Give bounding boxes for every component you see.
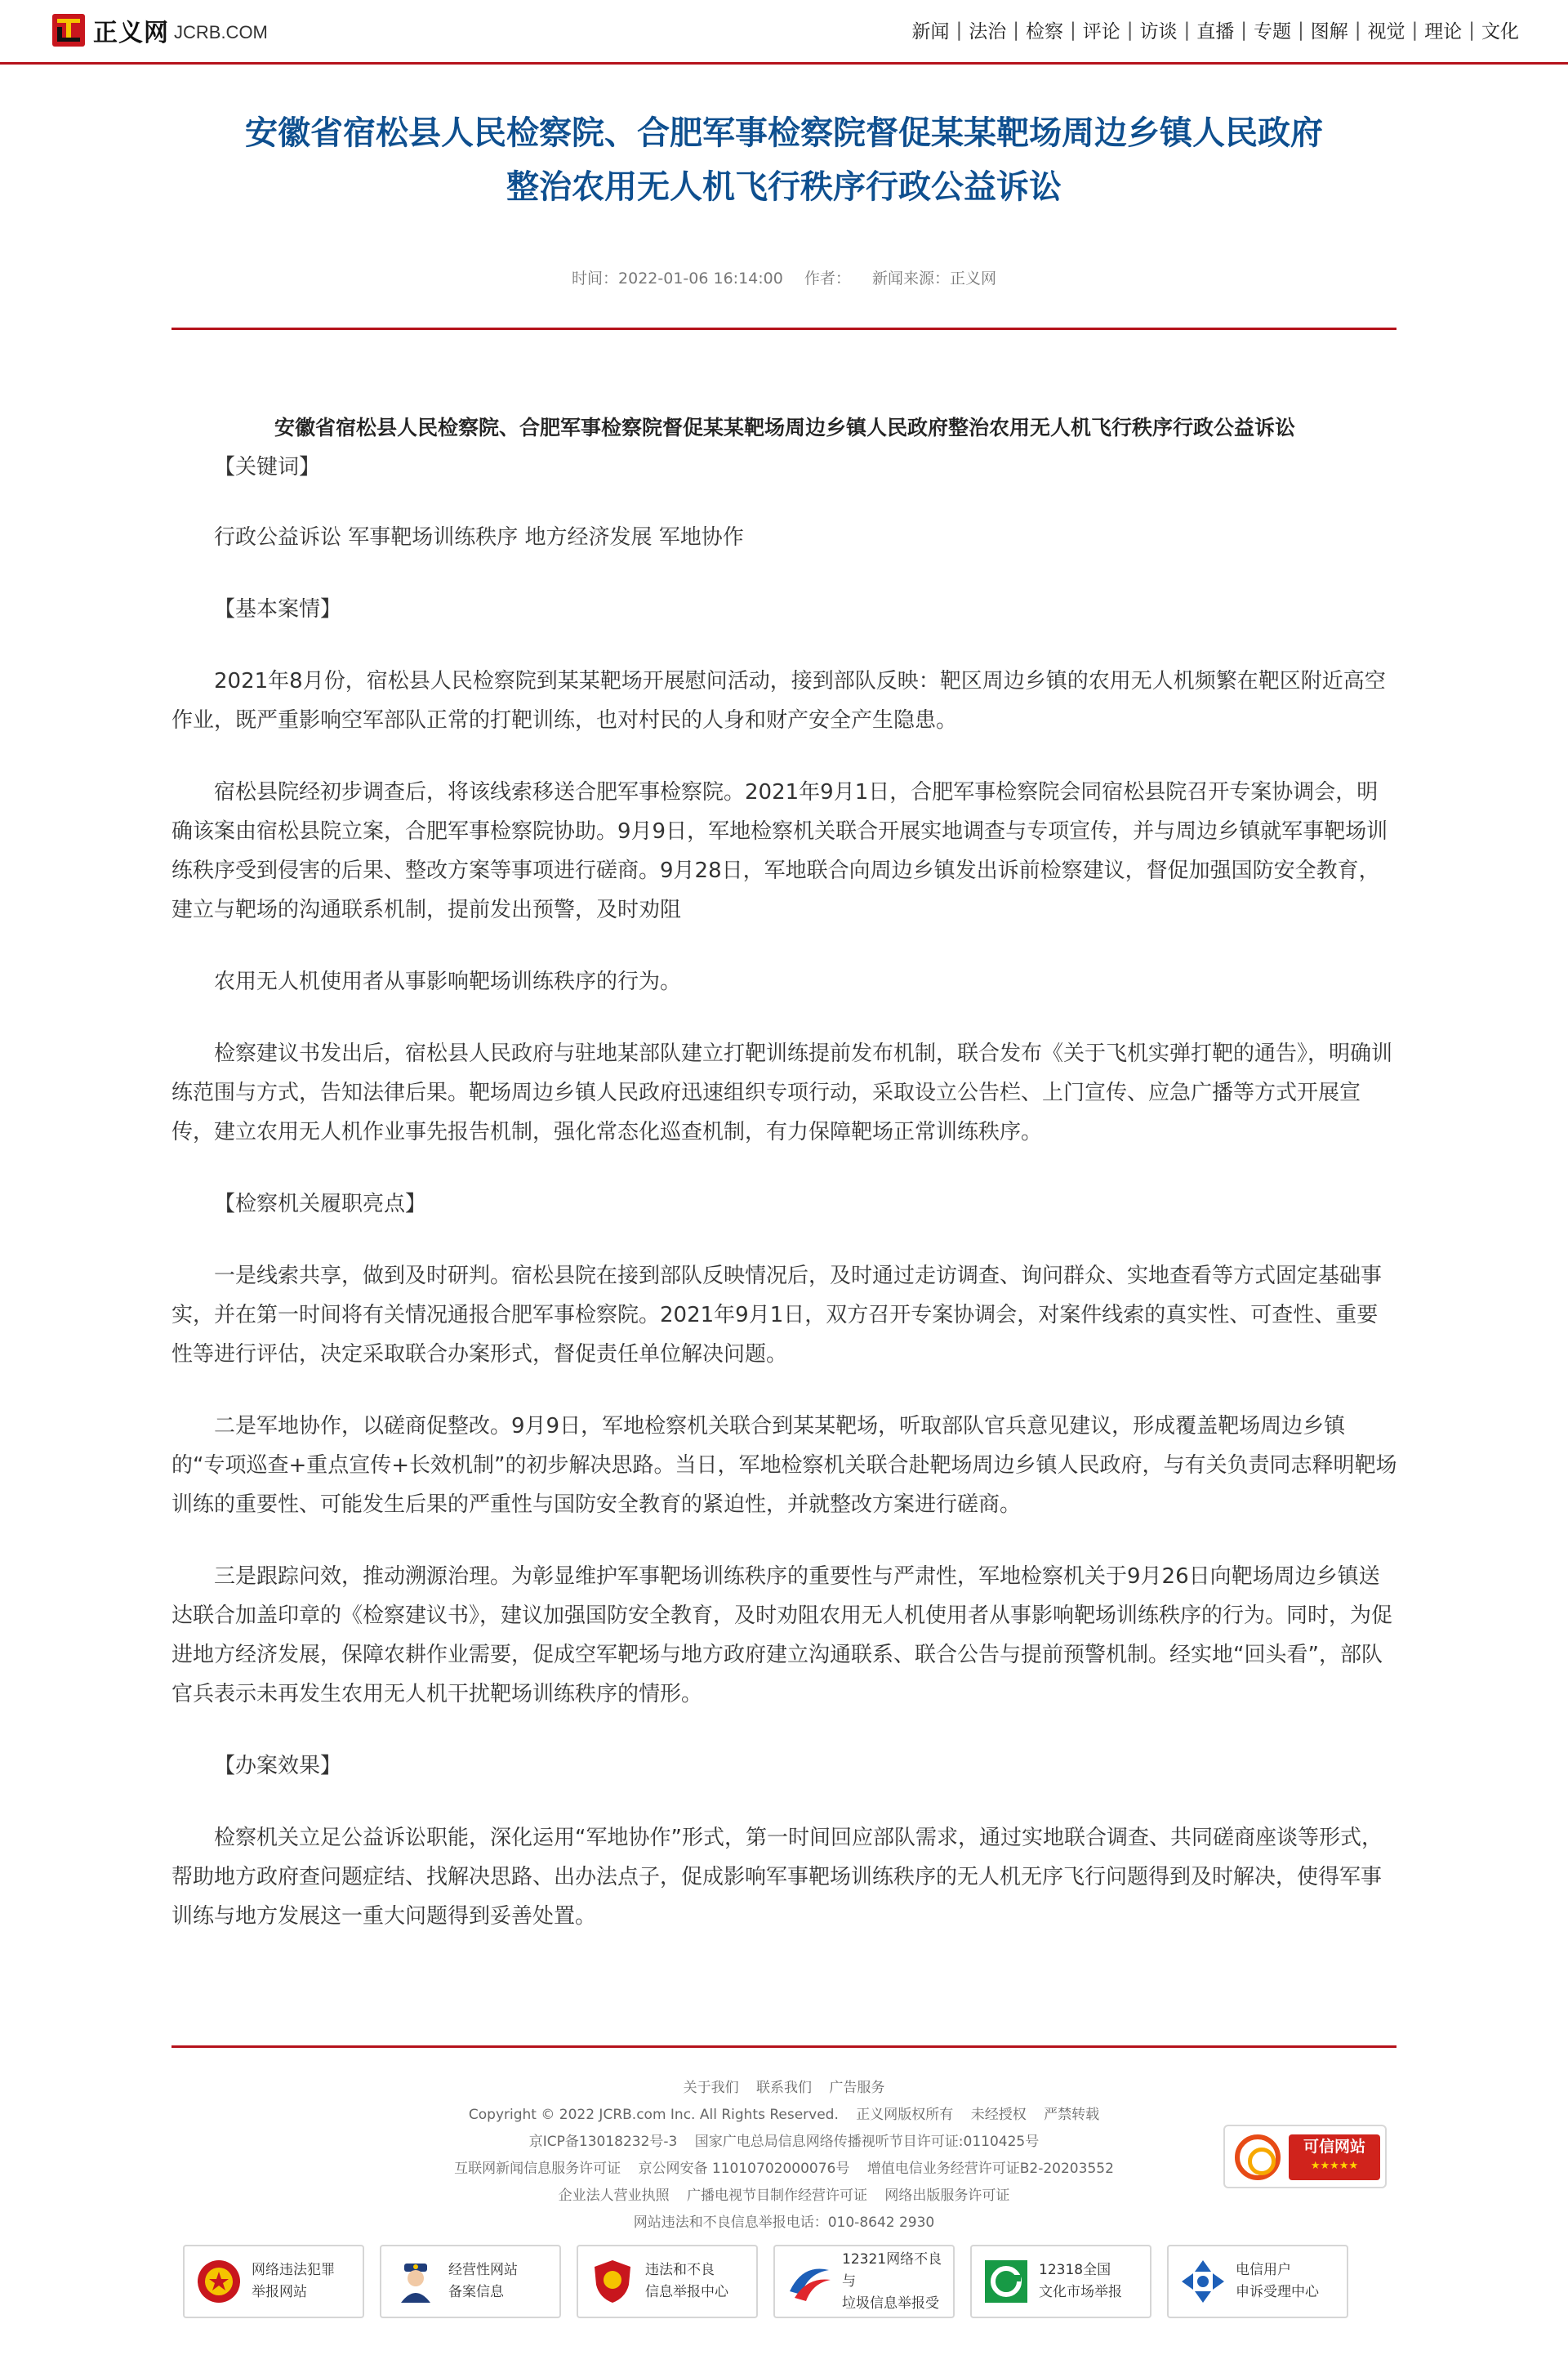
badge-line2: 文化市场举报	[1039, 2284, 1122, 2300]
article-title	[131, 106, 1437, 214]
logo-name: 正义网	[93, 19, 169, 47]
section-heading-keywords: 【关键词】	[214, 455, 321, 479]
meta-source: 新闻来源：正义网	[871, 270, 996, 288]
body-paragraph: 二是军地协作，以磋商促整改。9月9日，军地检察机关联合到某某靶场，听取部队官兵意见建议，形成覆盖靶场周边乡镇的“专项巡查+重点宣传+长效机制”的初步解决思路。当日，军地检察机关联合赴靶场周边乡镇人民政府，与有关负责同志释明靶场训练的重要性、可能发生后果的严重性与国防安全教育的紧迫性，并就整改方案进行磋商。	[172, 1414, 1397, 1517]
badge-line1: 12318全国	[1039, 2262, 1111, 2278]
nav-divider: |	[1013, 19, 1019, 41]
nav-item-theory[interactable]: 理论	[1424, 21, 1463, 42]
nav-item-interview[interactable]: 访谈	[1139, 21, 1178, 42]
news-license[interactable]: 互联网新闻信息服务许可证	[454, 2161, 621, 2177]
nav-item-visual[interactable]: 视觉	[1367, 21, 1405, 42]
nav-item-infographics[interactable]: 图解	[1310, 21, 1348, 42]
badge-line1: 12321网络不良与	[842, 2250, 942, 2290]
trusted-site-badge[interactable]	[1223, 2125, 1387, 2188]
footer-badges	[183, 2245, 1392, 2318]
badge-telecom-complaint[interactable]	[1167, 2245, 1348, 2318]
nav-item-live[interactable]: 直播	[1196, 21, 1235, 42]
icp-license[interactable]: 京ICP备13018232号-3	[528, 2134, 678, 2150]
body-paragraph: 2021年8月份，宿松县人民检察院到某某靶场开展慰问活动，接到部队反映：靶区周边乡镇的农用无人机频繁在靶区附近高空作业，既严重影响空军部队正常的打靶训练，也对村民的人身和财产安全产生隐患。	[172, 669, 1386, 733]
badge-line1: 网络违法犯罪	[252, 2262, 335, 2278]
section-heading-effect: 【办案效果】	[214, 1754, 342, 1778]
body-paragraph: 检察机关立足公益诉讼职能，深化运用“军地协作”形式，第一时间回应部队需求，通过实地联合调查、共同磋商座谈等形式，帮助地方政府查问题症结、找解决思路、出办法点子，促成影响军事靶场训练秩序的无人机无序飞行问题得到及时解决，使得军事训练与地方发展这一重大问题得到妥善处置。	[172, 1826, 1383, 1929]
badge-line2: 垃圾信息举报受	[842, 2295, 939, 2312]
police-officer-icon	[390, 2255, 442, 2308]
trusted-site-icon	[1235, 2134, 1281, 2180]
logo-mark-icon	[51, 12, 87, 48]
site-header	[0, 0, 1568, 64]
nav-divider: |	[956, 19, 963, 41]
body-paragraph: 一是线索共享，做到及时研判。宿松县院在接到部队反映情况后，及时通过走访调查、询问群众、实地查看等方式固定基础事实，并在第一时间将有关情况通报合肥军事检察院。2021年9月1日，双方召开专案协调会，对案件线索的真实性、可查性、重要性等进行评估，决定采取联合办案形式，督促责任单位解决问题。	[172, 1264, 1383, 1367]
shield-emblem-icon	[586, 2255, 639, 2308]
badge-line1: 电信用户	[1236, 2262, 1291, 2278]
footer-link-ads[interactable]: 广告服务	[829, 2080, 885, 2096]
footer-link-about[interactable]: 关于我们	[683, 2080, 739, 2096]
badge-illegal-info-report[interactable]	[577, 2245, 758, 2318]
nav-item-topics[interactable]: 专题	[1254, 21, 1291, 42]
police-emblem-icon	[193, 2255, 245, 2308]
footer-report-phone: 网站违法和不良信息举报电话：010-8642 2930	[633, 2215, 935, 2231]
article-title-line2: 整治农用无人机飞行秩序行政公益诉讼	[506, 168, 1062, 206]
nav-divider: |	[1241, 19, 1247, 41]
nav-divider: |	[1298, 19, 1304, 41]
copyright-owner: 正义网版权所有	[856, 2107, 954, 2123]
badge-cybercrime-report[interactable]	[183, 2245, 364, 2318]
article-meta	[0, 266, 1568, 288]
section-heading-basic-facts: 【基本案情】	[214, 597, 342, 622]
nav-divider: |	[1126, 19, 1134, 41]
badge-12318-culture-report[interactable]	[970, 2245, 1152, 2318]
section-heading-highlights: 【检察机关履职亮点】	[214, 1192, 427, 1216]
badge-line2: 备案信息	[448, 2284, 504, 2300]
av-license[interactable]: 国家广电总局信息网络传播视听节目许可证:0110425号	[694, 2134, 1040, 2150]
body-paragraph: 三是跟踪问效，推动溯源治理。为彰显维护军事靶场训练秩序的重要性与严肃性，军地检察机关于9月26日向靶场周边乡镇送达联合加盖印章的《检察建议书》，建议加强国防安全教育，及时劝阻农用无人机使用者从事影响靶场训练秩序的行为。同时，为促进地方经济发展，保障农耕作业需要，促成空军靶场与地方政府建立沟通联系、联合公告与提前预警机制。经实地“回头看”，部队官兵表示未再发生农用无人机干扰靶场训练秩序的情形。	[172, 1564, 1393, 1706]
main-nav	[912, 16, 1520, 43]
footer-divider	[172, 2045, 1396, 2048]
copyright-text: Copyright © 2022 JCRB.com Inc. All Rights Reserved.	[468, 2107, 839, 2123]
meta-author: 作者：	[804, 270, 851, 288]
body-paragraph: 宿松县院经初步调查后，将该线索移送合肥军事检察院。2021年9月1日，合肥军事检察院会同宿松县院召开专案协调会，明确该案由宿松县院立案，合肥军事检察院协助。9月9日，军地检察机关联合开展实地调查与专项宣传，并与周边乡镇就军事靶场训练秩序受到侵害的后果、整改方案等事项进行磋商。9月28日，军地联合向周边乡镇发出诉前检察建议，督促加强国防安全教育，建立与靶场的沟通联系机制，提前发出预警，及时劝阻	[172, 780, 1388, 922]
badge-12321-report[interactable]	[773, 2245, 955, 2318]
article-body	[172, 408, 1398, 1969]
meta-time: 时间：2022-01-06 16:14:00	[572, 270, 783, 288]
site-logo[interactable]	[51, 11, 268, 49]
trusted-site-stars: ★★★★★	[1310, 2160, 1359, 2172]
copyright-no-reprint: 严禁转载	[1044, 2107, 1100, 2123]
badge-line1: 经营性网站	[448, 2262, 518, 2278]
header-divider	[0, 62, 1568, 65]
broadcast-license[interactable]: 广播电视节目制作经营许可证	[687, 2188, 867, 2204]
keywords-text: 行政公益诉讼 军事靶场训练秩序 地方经济发展 军地协作	[214, 525, 744, 550]
copyright-unauthorized: 未经授权	[970, 2107, 1027, 2123]
publishing-license[interactable]: 网络出版服务许可证	[884, 2188, 1010, 2204]
body-paragraph: 检察建议书发出后，宿松县人民政府与驻地某部队建立打靶训练提前发布机制，联合发布《关于飞机实弹打靶的通告》，明确训练范围与方式，告知法律后果。靶场周边乡镇人民政府迅速组织专项行动，采取设立公告栏、上门宣传、应急广播等方式开展宣传，建立农用无人机作业事先报告机制，强化常态化巡查机制，有力保障靶场正常训练秩序。	[172, 1041, 1393, 1144]
badge-line1: 违法和不良	[645, 2262, 715, 2278]
public-security-record[interactable]: 京公网安备 11010702000076号	[638, 2161, 850, 2177]
nav-item-procuratorate[interactable]: 检察	[1026, 21, 1063, 42]
business-license[interactable]: 企业法人营业执照	[558, 2188, 670, 2204]
nav-divider: |	[1468, 19, 1475, 41]
telecom-arrows-icon	[1177, 2255, 1229, 2308]
logo-url: JCRB.COM	[174, 22, 268, 42]
nav-item-culture[interactable]: 文化	[1481, 21, 1519, 42]
badge-line2: 信息举报中心	[645, 2284, 728, 2300]
culture-market-icon	[980, 2255, 1032, 2308]
title-divider	[172, 328, 1396, 330]
footer-link-contact[interactable]: 联系我们	[756, 2080, 812, 2096]
article-title-line1: 安徽省宿松县人民检察院、合肥军事检察院督促某某靶场周边乡镇人民政府	[245, 114, 1323, 152]
badge-line2: 举报网站	[252, 2284, 307, 2300]
article-sub-title: 安徽省宿松县人民检察院、合肥军事检察院督促某某靶场周边乡镇人民政府整治农用无人机飞行秩序行政公益诉讼	[274, 416, 1295, 439]
nav-item-law[interactable]: 法治	[969, 21, 1007, 42]
nav-item-commentary[interactable]: 评论	[1082, 21, 1120, 42]
wave-logo-icon	[783, 2255, 835, 2308]
telecom-license[interactable]: 增值电信业务经营许可证B2-20203552	[866, 2161, 1114, 2177]
body-paragraph: 农用无人机使用者从事影响靶场训练秩序的行为。	[214, 970, 682, 994]
footer-links	[0, 2075, 1568, 2102]
badge-line2: 申诉受理中心	[1236, 2284, 1319, 2300]
nav-divider: |	[1354, 19, 1361, 41]
trusted-site-label	[1289, 2134, 1380, 2180]
badge-business-site-record[interactable]	[380, 2245, 561, 2318]
nav-divider: |	[1070, 19, 1076, 41]
nav-divider: |	[1183, 19, 1191, 41]
trusted-site-text: 可信网站	[1303, 2138, 1365, 2156]
nav-divider: |	[1411, 19, 1419, 41]
nav-item-news[interactable]: 新闻	[911, 21, 950, 42]
